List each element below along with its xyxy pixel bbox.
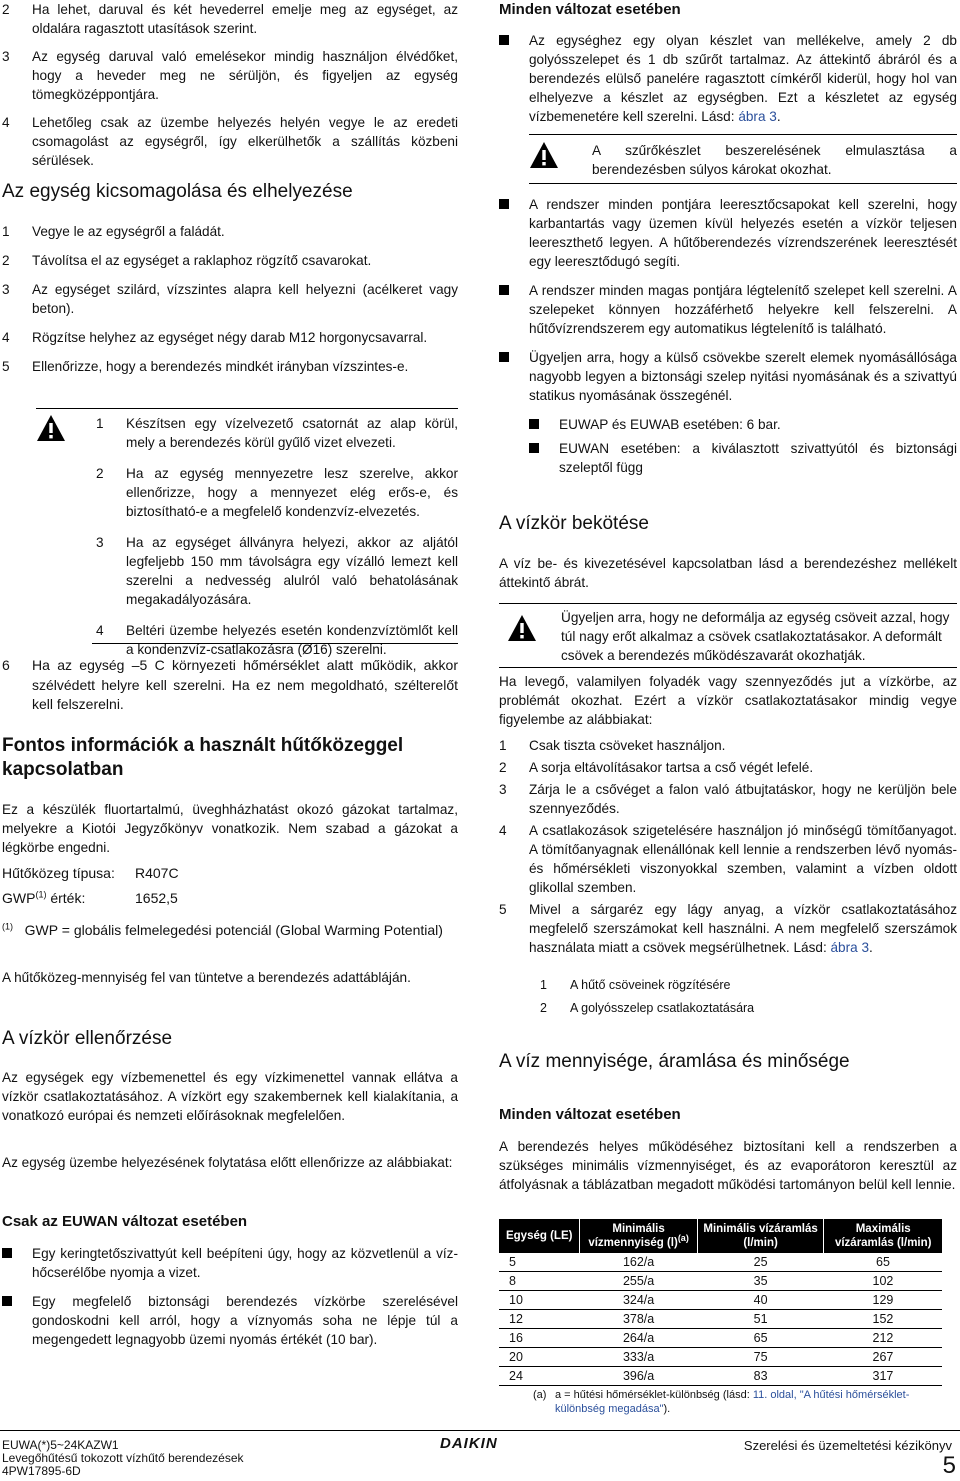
table-cell: 255/a: [580, 1272, 697, 1291]
refrigerant-type-row: Hűtőközeg típusa: R407C: [2, 865, 179, 881]
table-row: [499, 1348, 942, 1367]
euwan-section-title: Csak az EUWAN változat esetében: [2, 1213, 248, 1230]
table-body: [499, 1253, 942, 1386]
unpack-step-2: 2 Távolítsa el az egységet a raklaphoz rögzítő csavarokat.: [2, 253, 372, 268]
unpack-step-1: 1 Vegye le az egységről a faládát.: [2, 224, 225, 239]
lifting-step-4: 4 Lehetőleg csak az üzembe helyezés helyén vegye le az eredeti csomagolást az egységről, így elkerülhetők a szállítás közbeni sérülések.: [2, 115, 458, 168]
table-cell: 152: [824, 1310, 942, 1329]
divider: [499, 603, 957, 604]
table-cell: 10: [499, 1291, 580, 1310]
water-check-paragraph-2: Az egység üzembe helyezésének folytatása előtt ellenőrizze az alábbiakat:: [2, 1155, 453, 1170]
connection-step-3: 3 Zárja le a csővéget a falon való átbujtatáskor, hogy ne kerüljön bele szennyeződés.: [499, 782, 957, 816]
unpack-warning-box: [36, 414, 458, 671]
table-cell: 40: [697, 1291, 824, 1310]
table-row: [499, 1310, 942, 1329]
bullet-square-icon: [499, 285, 509, 295]
table-cell: 129: [824, 1291, 942, 1310]
bullet-square-icon: [499, 352, 509, 362]
lifting-step-3: 3 Az egység daruval való emelésekor mindig használjon élvédőket, hogy a heveder meg ne sérüljön, és figyeljen az egység tömegközéppontjára.: [2, 49, 458, 102]
table-cell: 20: [499, 1348, 580, 1367]
connection-step-2: 2 A sorja eltávolításakor tartsa a cső végét lefelé.: [499, 760, 814, 775]
divider: [529, 134, 957, 135]
filter-warning-text: A szűrőkészlet beszerelésének elmulasztása a berendezésben súlyos károkat okozhat.: [592, 143, 957, 177]
table-cell: 324/a: [580, 1291, 697, 1310]
water-quality-section-title: A víz mennyisége, áramlása és minősége: [499, 1051, 850, 1072]
table-row: [499, 1329, 942, 1348]
table-cell: 83: [697, 1367, 824, 1386]
table-header-unit: Egység (LE): [499, 1219, 580, 1253]
refrigerant-paragraph: Ez a készülék fluortartalmú, üveghházhatást okozó gázokat tartalmaz, melyekre a Kiotói Jegyzőkönyv vonatkozik. Nem szabad a gázokat a légkörbe engedni.: [2, 802, 458, 855]
lifting-steps-list: [2, 0, 458, 170]
unpack-step-3: 3 Az egységet szilárd, vízszintes alapra kell helyezni (acélkeret vagy beton).: [2, 282, 458, 316]
connection-section-title: A vízkör bekötése: [499, 513, 649, 534]
footer-manual-title: Szerelési és üzemeltetési kézikönyv: [743, 1438, 952, 1453]
connection-step-4: 4 A csatlakozások szigetelésére használjon jó minőségű tömítőanyagot. A tömítőanyagnak ellenállónak kell lennie a rendszerben lévő nyomás- és hőmérsékleti viszonyokkal szemben, valamint a vízben oldott glikollal szemben.: [499, 823, 957, 895]
connection-step-1: 1 Csak tiszta csöveket használjon.: [499, 738, 726, 753]
gwp-footnote: $^{(1)}$ GWP = globális felmelegedési potenciál (Global Warming Potential): [2, 921, 443, 938]
page-number: 5: [942, 1452, 956, 1479]
connection-paragraph: A víz be- és kivezetésével kapcsolatban lásd a berendezéshez mellékelt áttekintő ábrát.: [499, 556, 957, 590]
filter-warning-box: [529, 141, 957, 179]
table-cell: 267: [824, 1348, 942, 1367]
all-variants-title-2: Minden változat esetében: [499, 1106, 681, 1123]
pressure-bullet-2: EUWAN esetében: a kiválasztott szivattyútól és biztonsági szeleptől függ: [529, 439, 957, 477]
refrigerant-plate-note: A hűtőközeg-mennyiség fel van tüntetve a berendezés adattábláján.: [2, 970, 411, 985]
table-cell: 51: [697, 1310, 824, 1329]
warning-item-1: 1 Készítsen egy vízelvezető csatornát az alap körül, mely a berendezés körül gyűlő vizet elvezeti.: [96, 416, 458, 450]
warning-icon: [36, 414, 66, 442]
unpack-steps-list: [2, 222, 458, 376]
water-check-section-title: A vízkör ellenőrzése: [2, 1028, 173, 1049]
table-cell: 333/a: [580, 1348, 697, 1367]
table-cell: 75: [697, 1348, 824, 1367]
bullet-square-icon: [499, 35, 509, 45]
divider: [92, 643, 458, 644]
pipe-warning-text: Ügyeljen arra, hogy ne deformálja az egység csöveit azzal, hogy túl nagy erőt alkalmaz a csövek csatlakoztatásakor. A deformált csövek a berendezés működészavarát okozhatják.: [561, 610, 950, 663]
footer-doc-number: 4PW17895-6D: [2, 1464, 81, 1478]
brand-logo: DAIKIN: [440, 1435, 498, 1452]
table-row: [499, 1367, 942, 1386]
footer-divider: [0, 1430, 960, 1431]
pipe-warning-box: [499, 608, 957, 665]
system-bullet-list: [499, 195, 957, 405]
footer-left: [2, 1439, 244, 1478]
table-cell: 264/a: [580, 1329, 697, 1348]
table-cell: 16: [499, 1329, 580, 1348]
unpack-section-title: Az egység kicsomagolása és elhelyezése: [2, 181, 353, 202]
table-cell: 25: [697, 1253, 824, 1272]
divider: [529, 183, 957, 184]
water-quality-paragraph: A berendezés helyes működéséhez biztosítani kell a rendszerben a szükséges minimális vízmennyiséget, és az evaporátoron keresztül az átfolyásnak a táblázatban megadott működési tartományon belül kell lennie.: [499, 1139, 957, 1192]
table-cell: 317: [824, 1367, 942, 1386]
table-cell: 65: [697, 1329, 824, 1348]
unpack-step-6: 6 Ha az egység –5 C környezeti hőmérséklet alatt működik, akkor szélvédett helyre kell szerelni. Ha ez nem megoldható, szélterelőt kell felszerelni.: [2, 657, 458, 712]
table-cell: 102: [824, 1272, 942, 1291]
table-cell: 396/a: [580, 1367, 697, 1386]
figure-legend: [540, 976, 957, 1018]
page-link[interactable]: 11. oldal, "A hűtési hőmérséklet-különbség megadása": [555, 1389, 910, 1415]
table-row: [499, 1253, 942, 1272]
refrigerant-section-title: Fontos információk a használt hűtőközeggel kapcsolatban: [2, 735, 404, 780]
table-cell: 212: [824, 1329, 942, 1348]
connection-paragraph-2: Ha levegő, valamilyen folyadék vagy szennyeződés jut a vízkörbe, az problémát okozhat. Ezért a vízkör csatlakoztatásakor mindig vegye figyelembe az alábbiakat:: [499, 674, 957, 727]
bullet-square-icon: [529, 419, 539, 429]
table-cell: 35: [697, 1272, 824, 1291]
warning-item-2: 2 Ha az egység mennyezetre lesz szerelve, akkor ellenőrizze, hogy a mennyezet elég erős-e, és biztosítható-e a megfelelő kondenzvíz-elvezetés.: [96, 466, 458, 519]
euwan-bullet-1: Egy keringtetőszivattyút kell beépíteni úgy, hogy az közvetlenül a víz-hőcserélőbe nyomja a vizet.: [2, 1244, 458, 1282]
warning-icon: [507, 614, 537, 642]
bullet-square-icon: [529, 443, 539, 453]
bullet-square-icon: [2, 1248, 12, 1258]
connection-step-5: 5 Mivel a sárgaréz egy lágy anyag, a vízkör csatlakoztatásához megfelelő szerszámokat kell használni. A nem megfelelő szerszámok használata miatt a csövek megsérülhetnek. Lásd: ábra 3.: [499, 902, 957, 955]
table-row: [499, 1272, 942, 1291]
warning-item-3: 3 Ha az egységet állványra helyezi, akkor az aljától legfeljebb 150 mm távolságra egy vízálló lemezt kell szerelni a nedvesség alulról való behatolásának megakadályozására.: [96, 535, 458, 607]
table-cell: 12: [499, 1310, 580, 1329]
figure-link[interactable]: ábra 3: [830, 940, 870, 955]
bullet-square-icon: [2, 1296, 12, 1306]
warning-item-4: 4 Beltéri üzembe helyezés esetén kondenzvíztömlőt kell a kondenzvíz-csatlakozásra (Ø16) szerelni.: [96, 623, 458, 657]
footer-model: EUWA(*)5~24KAZW1: [2, 1438, 119, 1452]
table-cell: 8: [499, 1272, 580, 1291]
warning-list: [96, 414, 458, 671]
unpack-step-5: 5 Ellenőrizze, hogy a berendezés mindkét irányban vízszintes-e.: [2, 359, 409, 374]
euwan-bullet-list: [2, 1244, 458, 1349]
table-header-min-volume: Minimális vízmennyiség $(l)^{(a)}$: [580, 1219, 697, 1253]
table-row: [499, 1291, 942, 1310]
kit-bullet: Az egységhez egy olyan készlet van mellékelve, amely 2 db golyósszelepet és 1 db szűrőt tartalmaz. Az áttekintő ábráról és a berendezés elülső panelére ragasztott címkéről kiderül, hogy hol van elhelyezve a készlet az egységben. Ezt a készletet az egység vízbemenetére kell szerelni. Lásd: ábra 3.: [499, 31, 957, 126]
system-bullet-2: A rendszer minden magas pontjára légtelenítő szelepet kell szerelni. A szelepeket könnyen hozzáférhető helyekre kell felszerelni. A hűtővízrendszerem egy automatikus légtelenítő is található.: [499, 281, 957, 338]
pressure-sub-list: [499, 415, 957, 477]
table-cell: 378/a: [580, 1310, 697, 1329]
euwan-bullet-2: Egy megfelelő biztonsági berendezés vízkörbe szerelésével gondoskodni kell arról, hogy a víznyomás soha ne lépje túl a megengedett legnagyobb üzemi nyomás értékét (10 bar).: [2, 1292, 458, 1349]
water-check-paragraph-1: Az egységek egy vízbemenettel és egy vízkimenettel vannak ellátva a vízkör csatlakoztatásához. A vízkört egy szakembernek kell kialakítania, a vonatkozó európai és nemzeti előírásoknak megfelelően.: [2, 1070, 458, 1123]
warning-icon: [529, 141, 559, 169]
table-header-row: [499, 1219, 942, 1253]
table-cell: 162/a: [580, 1253, 697, 1272]
table-cell: 24: [499, 1367, 580, 1386]
system-bullet-1: A rendszer minden pontjára leeresztőcsapokat kell szerelni, hogy karbantartás vagy üzemen kívül helyezés esetén a vízkör teljesen leereszthető legyen. A hűtőberendezés vízrendszerének leeresztését egy leeresztődugó segíti.: [499, 195, 957, 271]
figure-link[interactable]: ábra 3: [738, 109, 777, 124]
divider: [36, 408, 458, 409]
lifting-step-2: 2 Ha lehet, daruval és két hevederrel emelje meg az egységet, az oldalára ragasztott utasítások szerint.: [2, 2, 458, 36]
table-footnote: (a) a = hűtési hőmérséklet-különbség (lásd: 11. oldal, "A hűtési hőmérséklet-különbség megadása").: [533, 1389, 910, 1415]
legend-item-2: 2 A golyósszelep csatlakoztatására: [540, 1001, 755, 1015]
system-bullet-3: Ügyeljen arra, hogy a külső csövekbe szerelt elemek nyomásállósága nagyobb legyen a biztonsági szelep nyitási nyomásának és a szivattyú statikus nyomásának összegénél.: [499, 348, 957, 405]
all-variants-title: Minden változat esetében: [499, 1, 681, 18]
bullet-square-icon: [499, 199, 509, 209]
table-cell: 65: [824, 1253, 942, 1272]
table-cell: 5: [499, 1253, 580, 1272]
water-volume-table: [499, 1219, 942, 1386]
table-header-max-flow: Maximális vízáramlás (l/min): [824, 1219, 942, 1253]
gwp-row: GWP$^{(1)}$ érték: 1652,5: [2, 889, 178, 906]
legend-item-1: 1 A hűtő csöveinek rögzítésére: [540, 978, 731, 992]
divider: [499, 667, 957, 668]
unpack-step-4: 4 Rögzítse helyhez az egységet négy darab M12 horgonycsavarral.: [2, 330, 428, 345]
pressure-bullet-1: EUWAP és EUWAB esetében: 6 bar.: [529, 415, 957, 434]
connection-steps-list: [499, 736, 957, 897]
table-header-min-flow: Minimális vízáramlás (l/min): [697, 1219, 824, 1253]
footer-product: Levegőhűtésű tokozott vízhűtő berendezések: [2, 1451, 244, 1465]
